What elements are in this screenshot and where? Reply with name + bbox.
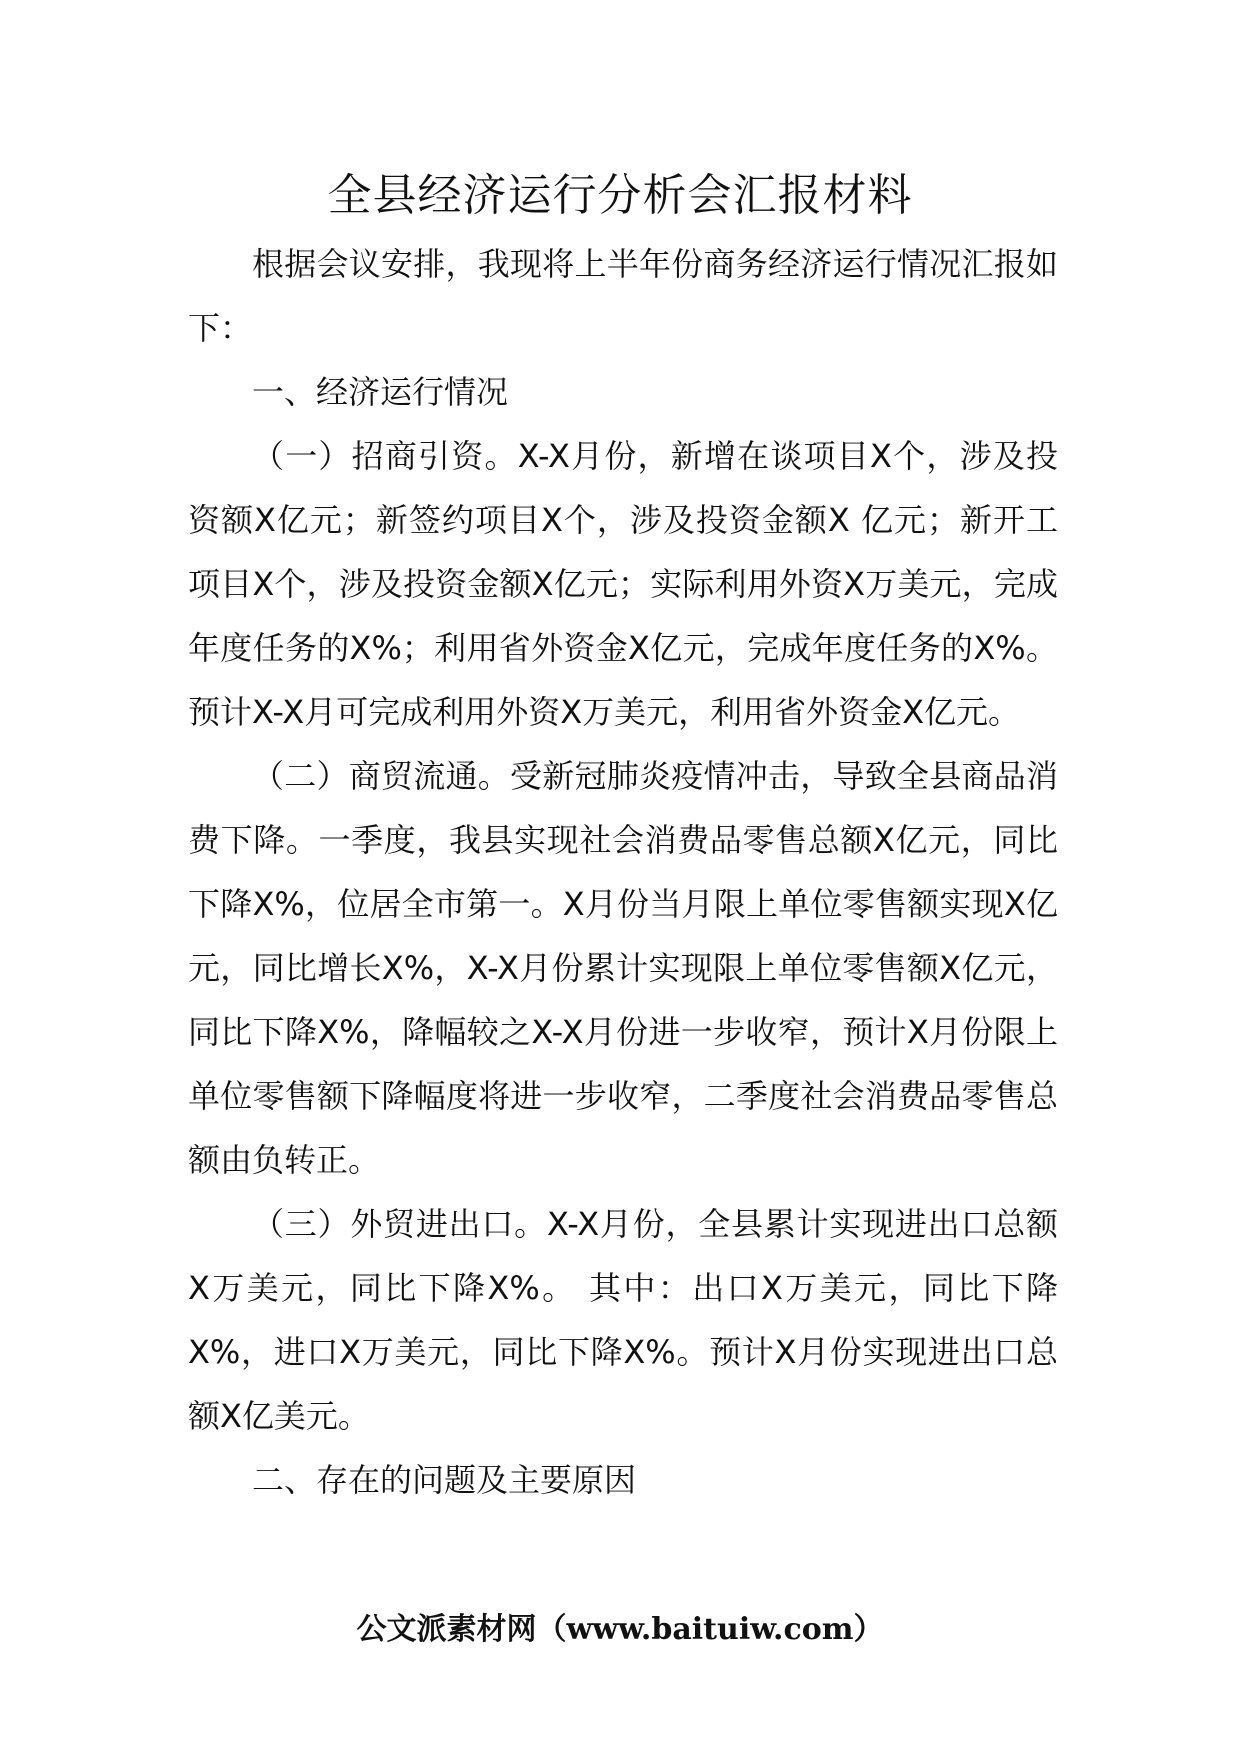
trade-paragraph: （三）外贸进出口。X-X月份，全县累计实现进出口总额X万美元，同比下降X%。 其中：出口X万美元，同比下降X%，进口X万美元，同比下降X%。预计X月份实现进出口总额X亿美元。 [188,1205,1058,1435]
section-heading-1: 一、经济运行情况 [252,373,509,411]
document-title: 全县经济运行分析会汇报材料 [327,170,913,221]
commerce-paragraph: （二）商贸流通。受新冠肺炎疫情冲击，导致全县商品消费下降。一季度，我县实现社会消费品零售总额X亿元，同比下降X%，位居全市第一。X月份当月限上单位零售额实现X亿元，同比增长X%，X-X月份累计实现限上单位零售额X亿元，同比下降X%，降幅较之X-X月份进一步收窄，预计X月份限上单位零售额下降幅度将进一步收窄，二季度社会消费品零售总额由负转正。 [188,757,1058,1179]
document-body [188,232,1058,1512]
investment-paragraph: （一）招商引资。X-X月份，新增在谈项目X个，涉及投资额X亿元；新签约项目X个，涉及投资金额X 亿元；新开工项目X个，涉及投资金额X亿元；实际利用外资X万美元，完成年度任务的X%；利用省外资金X亿元，完成年度任务的X%。预计X-X月可完成利用外资X万美元，利用省外资金X亿元。 [188,437,1058,731]
section-heading-2: 二、存在的问题及主要原因 [252,1461,637,1499]
intro-paragraph: 根据会议安排，我现将上半年份商务经济运行情况汇报如下： [188,245,1058,347]
footer-source: 公文派素材网（www.baituiw.com） [356,1612,884,1647]
